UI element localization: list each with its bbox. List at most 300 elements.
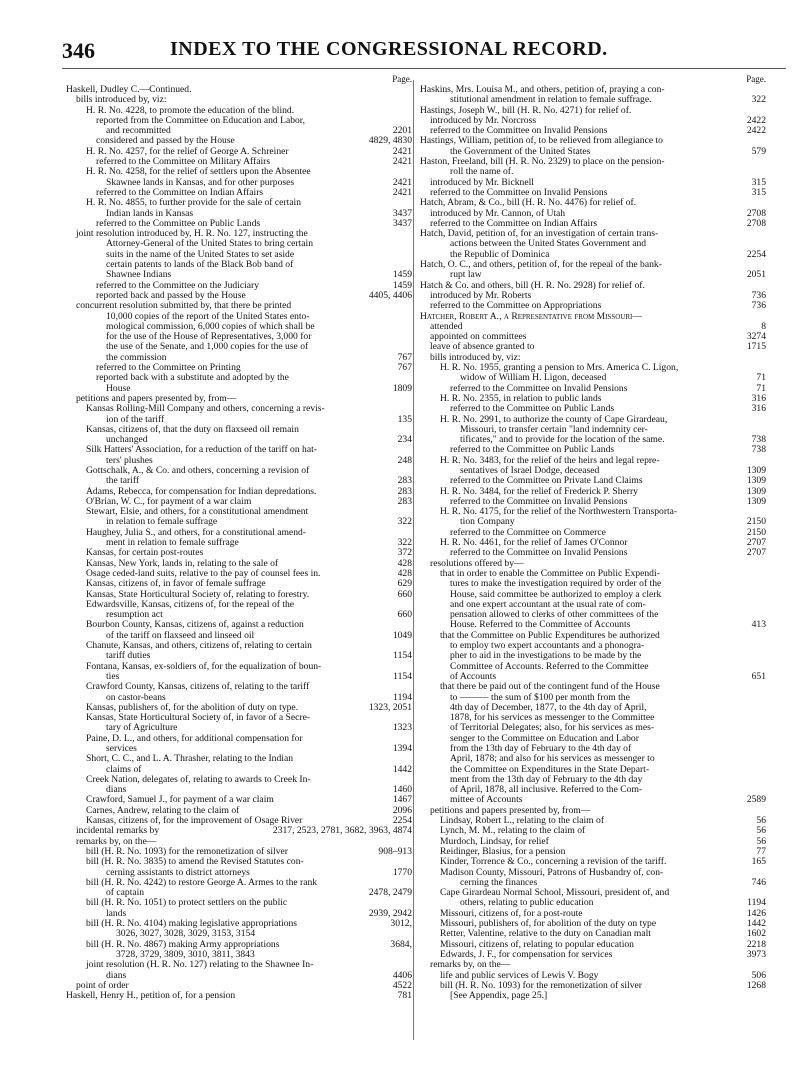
entry-text: Kansas, citizens of, in favor of female suffrage	[86, 579, 266, 590]
page-reference: 322	[397, 538, 412, 549]
index-entry-line	[66, 620, 412, 630]
page-reference: 1442	[746, 919, 766, 930]
index-entry-line	[420, 281, 766, 291]
entry-text: senger to the Committee on Education and Labor	[450, 733, 639, 744]
entry-text: Missouri, citizens of, for a post-route	[440, 908, 583, 919]
entry-text: referred to the Committee on Indian Affairs	[430, 218, 598, 229]
entry-text: Creek Nation, delegates of, relating to awards to Creek In-	[86, 774, 311, 785]
index-entries	[420, 85, 766, 1001]
index-entry-line	[420, 342, 766, 352]
entry-text: Hatch, David, petition of, for an investigation of certain trans-	[420, 229, 659, 240]
page-reference: 2421	[392, 187, 412, 198]
entry-text: O'Brian, W. C., for payment of a war claim	[86, 496, 252, 507]
page-reference: 3012,	[390, 919, 412, 930]
entry-text: stitutional amendment in relation to female suffrage.	[450, 95, 652, 106]
entry-text: Kansas Rolling-Mill Company and others, concerning a revis-	[86, 404, 325, 415]
index-entry-line	[420, 394, 766, 404]
page-reference: 322	[751, 95, 766, 106]
page-reference: 660	[397, 610, 412, 621]
page-reference: 746	[751, 877, 766, 888]
page-reference: 2707	[746, 548, 766, 559]
page-reference: 3437	[392, 208, 412, 219]
index-entry-line	[66, 734, 412, 744]
index-entry-line	[420, 126, 766, 136]
page-reference: 2421	[392, 177, 412, 188]
index-entry-line	[420, 919, 766, 929]
index-entry-line	[420, 322, 766, 332]
page-reference: 135	[397, 414, 412, 425]
index-column-left	[66, 74, 412, 1001]
page-reference: 2707	[746, 538, 766, 549]
page-reference: 736	[751, 301, 766, 312]
index-entry-line	[66, 929, 412, 939]
entry-text: and recommitted	[106, 126, 171, 137]
index-entry-line	[420, 641, 766, 651]
entry-text: of Territorial Delegates; also, for his services as mes-	[450, 723, 655, 734]
page-reference: 2096	[392, 805, 412, 816]
entry-text: leave of absence granted to	[430, 342, 535, 353]
index-entry-line	[66, 579, 412, 589]
entry-text: reported from the Committee on Education and Labor,	[96, 115, 306, 126]
entry-text: referred to the Committee on Invalid Pensions	[430, 187, 608, 198]
index-entry-line	[420, 795, 766, 805]
index-entry-line	[420, 713, 766, 723]
index-entry-line	[66, 868, 412, 878]
entry-text: Hastings, Joseph W., bill (H. R. No. 4271) for relief of.	[420, 105, 632, 116]
index-entry-line	[66, 404, 412, 414]
page-reference: 1309	[746, 465, 766, 476]
entry-text: joint resolution (H. R. No. 127) relating to the Shawnee In-	[86, 960, 314, 971]
index-entry-line	[420, 868, 766, 878]
entry-text: Indian lands in Kansas	[106, 208, 194, 219]
page-reference: 1459	[392, 280, 412, 291]
index-entry-line	[66, 435, 412, 445]
entry-text: lands	[106, 908, 127, 919]
page-column-label: Page.	[746, 74, 766, 84]
entry-text: Edwardsville, Kansas, citizens of, for the repeal of the	[86, 599, 295, 610]
entry-text: Skawnee lands in Kansas, and for other purposes	[106, 177, 295, 188]
page-reference: 629	[397, 579, 412, 590]
index-entry-line	[420, 888, 766, 898]
entry-text: Paine, D. L., and others, for additional compensation for	[86, 733, 303, 744]
entry-text: Lindsay, Robert L., relating to the claim of	[440, 816, 605, 827]
entry-text: services	[106, 744, 137, 754]
index-entry-line	[66, 445, 412, 455]
index-entry-line	[420, 270, 766, 280]
page-reference: 316	[751, 393, 766, 404]
index-entry-line	[66, 517, 412, 527]
index-entry-line	[66, 291, 412, 301]
entry-text: H. R. No. 4461, for the relief of James O'Connor	[440, 538, 628, 549]
page-reference: 165	[751, 857, 766, 868]
entry-text: Hatcher, Robert A., a Representative from Missouri—	[420, 311, 642, 322]
index-entry-line	[66, 198, 412, 208]
index-entry-line	[66, 270, 412, 280]
entry-text: Kinder, Torrence & Co., concerning a revision of the tariff.	[440, 857, 667, 868]
index-entry-line	[66, 301, 412, 311]
entry-text: Edwards, J. F., for compensation for services	[440, 949, 613, 960]
index-entry-line	[66, 538, 412, 548]
index-entry-line	[66, 332, 412, 342]
index-entry-line	[420, 260, 766, 270]
page-reference: 8	[761, 321, 766, 332]
index-entry-line	[66, 425, 412, 435]
index-entry-line	[420, 651, 766, 661]
entry-text: of Accounts	[450, 671, 497, 682]
index-entry-line	[66, 909, 412, 919]
entry-text: rupt law	[450, 270, 482, 281]
entry-text: ters' plushes	[106, 455, 153, 466]
entry-text: sentatives of Israel Dodge, deceased	[460, 465, 600, 476]
entry-text: reported back and passed by the House	[96, 290, 246, 301]
index-entry-line	[420, 672, 766, 682]
entry-text: referred to the Committee on Public Lands	[450, 404, 615, 415]
column-divider	[413, 80, 414, 1040]
entry-text: referred to the Committee on Appropriations	[430, 301, 602, 312]
page-reference: 1049	[392, 630, 412, 641]
index-entry-line	[66, 281, 412, 291]
index-entry-line	[420, 754, 766, 764]
page-reference: 908–913	[378, 846, 412, 857]
index-entry-line	[420, 723, 766, 733]
entry-text: to ——— the sum of $100 per month from the	[450, 692, 630, 703]
entry-text: Kansas, citizens of, for the improvement of Osage River	[86, 816, 303, 827]
index-entry-line	[420, 291, 766, 301]
page-reference: 1194	[747, 898, 766, 909]
page-reference: 71	[756, 383, 766, 394]
index-entry-line	[420, 445, 766, 455]
entry-text: petitions and papers presented by, from—	[76, 393, 237, 404]
entry-text: House. Referred to the Committee of Accounts	[450, 620, 631, 631]
index-entry-line	[420, 507, 766, 517]
index-entry-line	[420, 785, 766, 795]
index-entry-line	[66, 919, 412, 929]
page-reference: 4405, 4406	[368, 290, 412, 301]
entry-text: 3728, 3729, 3809, 3010, 3811, 3843	[116, 949, 255, 960]
index-entry-line	[420, 188, 766, 198]
entry-text: remarks by, on the—	[76, 836, 157, 847]
index-entry-line	[66, 693, 412, 703]
index-entry-line	[66, 878, 412, 888]
entry-text: Committee of Accounts. Referred to the Committee	[450, 661, 649, 672]
index-entry-line	[420, 734, 766, 744]
index-entry-line	[420, 106, 766, 116]
entry-text: from the 13th day of February to the 4th day of	[450, 744, 632, 754]
index-entry-line	[66, 239, 412, 249]
entry-text: H. R. No. 4228, to promote the education of the blind.	[86, 105, 295, 116]
index-entry-line	[66, 950, 412, 960]
entry-text: of the tariff on flaxseed and linseed oil	[106, 630, 255, 641]
index-entry-line	[420, 476, 766, 486]
page-reference: 56	[756, 816, 766, 827]
page-reference: 1309	[746, 496, 766, 507]
page-reference: 1460	[392, 785, 412, 796]
page-reference: 315	[751, 177, 766, 188]
entry-text: mittee of Accounts	[450, 795, 523, 806]
entry-text: bills introduced by, viz:	[430, 352, 521, 363]
page-reference: 736	[751, 290, 766, 301]
index-entry-line	[66, 167, 412, 177]
index-entry-line	[66, 641, 412, 651]
index-entry-line	[420, 250, 766, 260]
entry-text: referred to the Committee on Invalid Pensions	[430, 126, 608, 137]
page-reference: 1770	[392, 867, 412, 878]
index-entry-line	[420, 384, 766, 394]
page-reference: 2254	[746, 249, 766, 260]
index-entry-line	[420, 950, 766, 960]
index-entry-line	[66, 713, 412, 723]
index-entry-line	[420, 775, 766, 785]
entry-text: in relation to female suffrage	[106, 517, 218, 528]
entry-text: Osage ceded-land suits, relative to the pay of counsel fees in.	[86, 568, 321, 579]
entry-text: ment in relation to female suffrage	[106, 538, 239, 549]
page-reference: 767	[397, 363, 412, 374]
page-reference: 2150	[746, 527, 766, 538]
page-reference: 283	[397, 486, 412, 497]
index-entry-line	[66, 651, 412, 661]
entry-text: petitions and papers presented by, from—	[430, 805, 591, 816]
index-entry-line	[66, 590, 412, 600]
page-reference: 315	[751, 187, 766, 198]
entry-text: point of order	[76, 980, 129, 991]
page-reference: 2421	[392, 146, 412, 157]
entry-text: Kansas, New York, lands in, relating to the sale of	[86, 558, 279, 569]
page-reference: 506	[751, 970, 766, 981]
entry-text: concurrent resolution submitted by, that there be printed	[76, 301, 292, 312]
running-title: INDEX TO THE CONGRESSIONAL RECORD.	[170, 38, 608, 60]
entry-text: Missouri, to transfer certain "land indemnity cer-	[460, 424, 648, 435]
index-entry-line	[420, 878, 766, 888]
index-entry-line	[66, 415, 412, 425]
entry-text: H. R. No. 4258, for the relief of settlers upon the Absentee	[86, 167, 311, 178]
index-entry-line	[420, 898, 766, 908]
index-entry-line	[420, 590, 766, 600]
entry-text: that the Committee on Public Expenditures be authorized	[440, 630, 660, 641]
page-reference: 1426	[746, 908, 766, 919]
page-reference: 1459	[392, 270, 412, 281]
page-reference: 372	[397, 548, 412, 559]
page-reference: 2150	[746, 517, 766, 528]
page-reference: 322	[397, 517, 412, 528]
index-entry-line	[420, 816, 766, 826]
entry-text: others, relating to public education	[460, 898, 594, 909]
index-entry-line	[66, 806, 412, 816]
entry-text: Haskell, Dudley C.—Continued.	[66, 85, 192, 95]
entry-text: tificates," and to provide for the location of the same.	[460, 435, 665, 446]
entry-text: bill (H. R. No. 1093) for the remonetization of silver	[440, 980, 642, 991]
entry-text: the Republic of Dominica	[450, 249, 550, 260]
entry-text: Shawnee Indians	[106, 270, 172, 281]
index-entry-line	[420, 136, 766, 146]
index-entry-line	[66, 672, 412, 682]
index-entry-line	[420, 847, 766, 857]
page-reference: 579	[751, 146, 766, 157]
index-entry-line	[66, 662, 412, 672]
entry-text: the use of the Senate, and 1,000 copies for the use of	[106, 342, 309, 353]
index-entry-line	[66, 487, 412, 497]
entry-text: unchanged	[106, 435, 148, 446]
index-entry-line	[66, 548, 412, 558]
entry-text: attended	[430, 321, 463, 332]
page-reference: 2218	[746, 939, 766, 950]
page-reference: 2317, 2523, 2781, 3682, 3963, 4874	[272, 826, 412, 837]
entry-text: Retter, Valentine, relative to the duty on Canadian malt	[440, 929, 651, 940]
entry-text: Murdoch, Lindsay, for relief	[440, 836, 549, 847]
entry-text: Fontana, Kansas, ex-soldiers of, for the equalization of boun-	[86, 661, 322, 672]
index-entry-line	[420, 610, 766, 620]
index-entry-line	[66, 723, 412, 733]
entry-text: Haskell, Henry H., petition of, for a pension	[66, 991, 236, 1002]
index-entry-line	[66, 85, 412, 95]
index-entry-line	[66, 610, 412, 620]
entry-text: tariff duties	[106, 651, 151, 662]
index-entry-line	[420, 703, 766, 713]
index-entry-line	[420, 95, 766, 105]
entry-text: 3026, 3027, 3028, 3029, 3153, 3154	[116, 929, 256, 940]
page-column-label: Page.	[392, 74, 412, 84]
entry-text: Haughey, Julia S., and others, for a constitutional amend-	[86, 527, 306, 538]
entry-text: Adams, Rebecca, for compensation for Indian depredations.	[86, 486, 317, 497]
index-entry-line	[420, 404, 766, 414]
entry-text: Chanute, Kansas, and others, citizens of, relating to certain	[86, 641, 312, 652]
entry-text: considered and passed by the House	[96, 136, 235, 147]
index-entry-line	[66, 569, 412, 579]
entry-text: introduced by Mr. Bicknell	[430, 177, 534, 188]
index-entry-line	[420, 682, 766, 692]
index-entry-line	[420, 116, 766, 126]
index-entry-line	[66, 106, 412, 116]
entry-text: roll the name of.	[450, 167, 514, 178]
entry-text: H. R. No. 4855, to further provide for the sale of certain	[86, 198, 301, 209]
entry-text: widow of William H. Ligon, deceased	[460, 373, 607, 384]
page-reference: 428	[397, 558, 412, 569]
entry-text: the Government of the United States	[450, 146, 591, 157]
index-entry-line	[66, 940, 412, 950]
entry-text: introduced by Mr. Cannon, of Utah	[430, 208, 566, 219]
entry-text: Kansas, State Horticultural Society of, in favor of a Secre-	[86, 713, 311, 724]
entry-text: referred to the Committee on the Judiciary	[96, 280, 260, 291]
index-entry-line	[420, 528, 766, 538]
index-entry-line	[66, 795, 412, 805]
entry-text: ties	[106, 671, 120, 682]
index-entry-line	[66, 765, 412, 775]
entry-text: Haston, Freeland, bill (H. R. No. 2329) to place on the pension-	[420, 157, 665, 168]
entry-text: Kansas, State Horticultural Society of, relating to forestry.	[86, 589, 310, 600]
entry-text: tures to make the investigation required by order of the	[450, 579, 662, 590]
page-reference: 738	[751, 435, 766, 446]
page-reference: 428	[397, 568, 412, 579]
index-entry-line	[420, 487, 766, 497]
entry-text: resolutions offered by—	[430, 558, 524, 569]
entry-text: appointed on committees	[430, 332, 527, 343]
index-entry-line	[420, 620, 766, 630]
entry-text: referred to the Committee on Commerce	[450, 527, 606, 538]
page-reference: 4406	[392, 970, 412, 981]
index-entry-line	[420, 415, 766, 425]
index-entry-line	[66, 528, 412, 538]
entry-text: for the use of the House of Representatives, 3,000 for	[106, 332, 312, 343]
index-entry-line	[420, 219, 766, 229]
page-reference: 738	[751, 445, 766, 456]
index-entry-line	[420, 826, 766, 836]
entry-text: that in order to enable the Committee on Public Expendi-	[440, 568, 660, 579]
index-entry-line	[420, 971, 766, 981]
page-reference: 2051	[746, 270, 766, 281]
index-entry-line	[420, 569, 766, 579]
page-reference: 248	[397, 455, 412, 466]
index-entry-line	[66, 209, 412, 219]
page-reference: 2201	[392, 126, 412, 137]
entry-text: Hatch, Abram, & Co., bill (H. R. No. 4476) for relief of.	[420, 198, 637, 209]
page-reference: 1602	[746, 929, 766, 940]
page-reference: 2708	[746, 218, 766, 229]
page-reference: 1809	[392, 383, 412, 394]
page-reference: 316	[751, 404, 766, 415]
index-entry-line	[420, 147, 766, 157]
index-entry-line	[66, 600, 412, 610]
index-entry-line	[66, 476, 412, 486]
page-reference: 767	[397, 352, 412, 363]
entry-text: to employ two expert accountants and a phonogra-	[450, 641, 645, 652]
index-entry-line	[420, 960, 766, 970]
index-entry-line	[66, 991, 412, 1001]
index-entry-line	[66, 559, 412, 569]
page-reference: 234	[397, 435, 412, 446]
index-entry-line	[420, 991, 766, 1001]
page-reference: 1309	[746, 476, 766, 487]
entry-text: resumption act	[106, 610, 163, 621]
page-reference: 1323, 2051	[368, 702, 412, 713]
entry-text: referred to the Committee on Indian Affairs	[96, 187, 264, 198]
entry-text: the Committee on Expenditures in the State Depart-	[450, 764, 650, 775]
entry-text: Attorney-General of the United States to bring certain	[106, 239, 313, 250]
index-entry-line	[420, 456, 766, 466]
index-entries	[66, 85, 412, 1001]
entry-text: Carnes, Andrew, relating to the claim of	[86, 805, 240, 816]
page-reference: 2422	[746, 115, 766, 126]
entry-text: referred to the Committee on Military Affairs	[96, 157, 271, 168]
index-entry-line	[66, 981, 412, 991]
index-entry-line	[66, 188, 412, 198]
page-reference: 1323	[392, 723, 412, 734]
page-reference: 2421	[392, 157, 412, 168]
entry-text: referred to the Committee on Public Lands	[96, 218, 261, 229]
entry-text: incidental remarks by	[76, 826, 160, 837]
index-entry-line	[420, 857, 766, 867]
page-reference: 651	[751, 671, 766, 682]
index-entry-line	[420, 909, 766, 919]
page-reference: 1268	[746, 980, 766, 991]
index-entry-line	[420, 744, 766, 754]
index-entry-line	[420, 363, 766, 373]
index-entry-line	[420, 373, 766, 383]
entry-text: tion Company	[460, 517, 515, 528]
index-entry-line	[420, 837, 766, 847]
index-entry-line	[66, 837, 412, 847]
page-reference: 2422	[746, 126, 766, 137]
index-entry-line	[66, 136, 412, 146]
entry-text: bill (H. R. No. 1093) for the remonetization of silver	[86, 846, 288, 857]
entry-text: ment from the 13th day of February to the 4th day	[450, 774, 643, 785]
index-entry-line	[66, 456, 412, 466]
entry-text: on castor-beans	[106, 692, 166, 703]
entry-text: suits in the name of the United States to set aside	[106, 249, 295, 260]
entry-text: H. R. No. 4175, for the relief of the Northwestern Transporta-	[440, 507, 678, 518]
page-number: 346	[62, 38, 95, 63]
index-entry-line	[66, 384, 412, 394]
entry-text: life and public services of Lewis V. Bogy	[440, 970, 599, 981]
entry-text: pher to aid in the investigations to be made by the	[450, 651, 642, 662]
